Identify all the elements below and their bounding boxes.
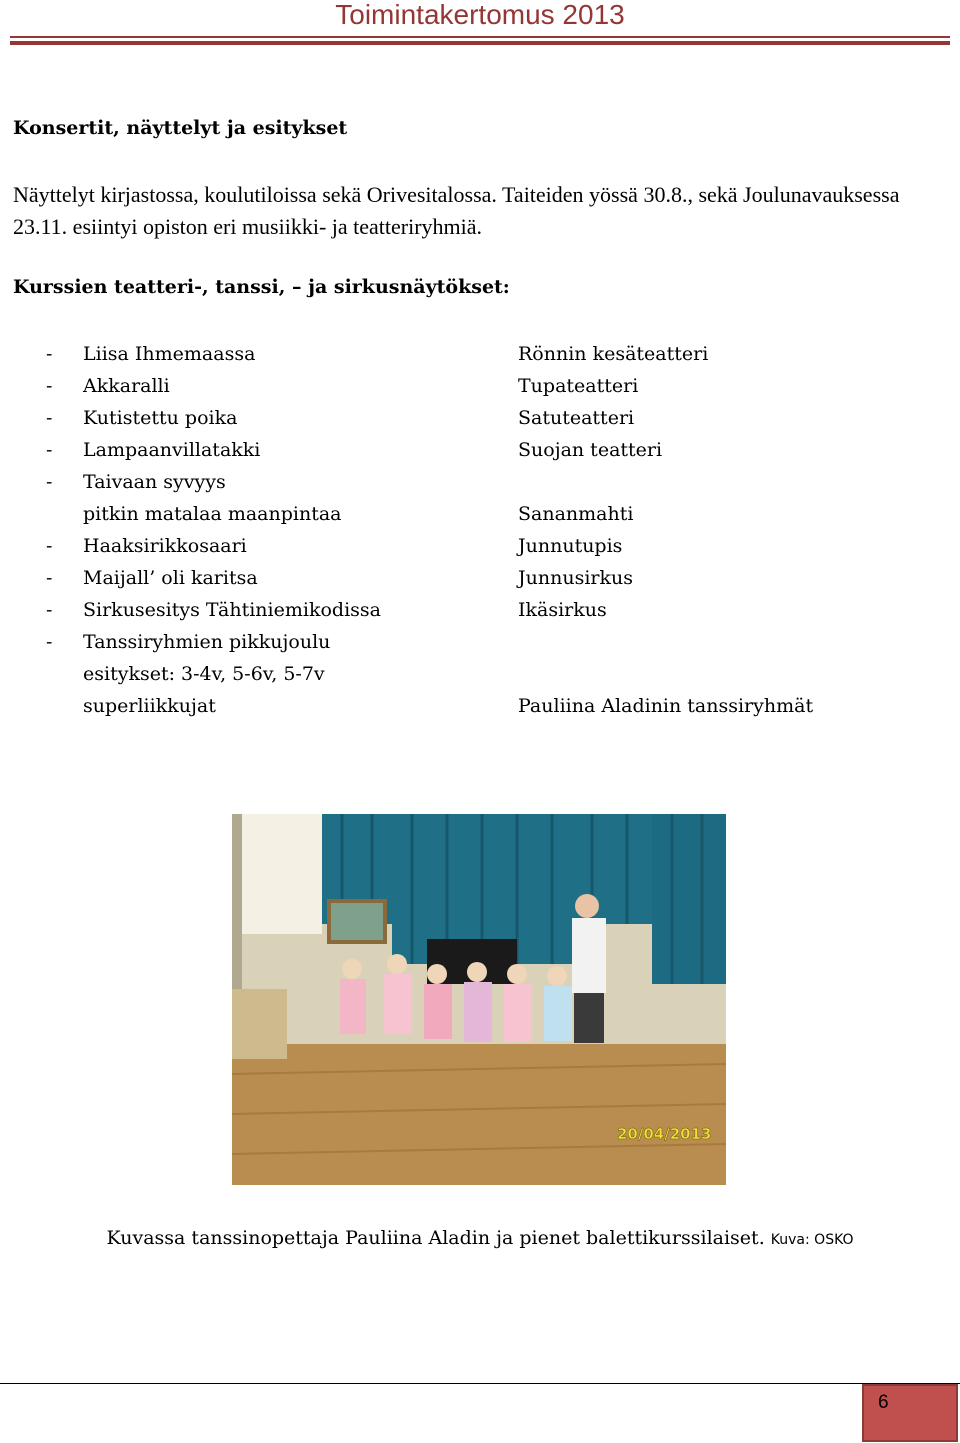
performance-title: Taivaan syvyys <box>83 471 226 493</box>
list-dash: - <box>46 599 53 621</box>
performance-title: esitykset: 3-4v, 5-6v, 5-7v <box>83 663 325 685</box>
list-dash: - <box>46 343 53 365</box>
list-item <box>0 658 960 690</box>
list-item <box>0 530 960 562</box>
list-dash: - <box>46 535 53 557</box>
performance-group: Sananmahti <box>518 503 634 525</box>
page-number-box <box>862 1384 958 1442</box>
photo-date-stamp: 20/04/2013 <box>617 1125 712 1143</box>
performance-title: Sirkusesitys Tähtiniemikodissa <box>83 599 381 621</box>
dance-class-photo <box>232 814 726 1185</box>
header-rule-thick <box>10 41 950 45</box>
performance-title: superliikkujat <box>83 695 216 717</box>
list-item <box>0 594 960 626</box>
header-rule-thin <box>10 36 950 38</box>
performance-group: Rönnin kesäteatteri <box>518 343 709 365</box>
list-dash: - <box>46 631 53 653</box>
page-header-title: Toimintakertomus 2013 <box>335 0 625 30</box>
list-dash: - <box>46 471 53 493</box>
list-dash: - <box>46 439 53 461</box>
performance-group: Junnutupis <box>518 535 623 557</box>
performance-group: Satuteatteri <box>518 407 635 429</box>
list-item <box>0 466 960 498</box>
performance-title: Lampaanvillatakki <box>83 439 261 461</box>
performance-title: Kutistettu poika <box>83 407 238 429</box>
performance-group: Pauliina Aladinin tanssiryhmät <box>518 695 814 717</box>
section-heading: Konsertit, näyttelyt ja esitykset <box>13 117 348 139</box>
page-number: 6 <box>878 1392 889 1413</box>
performance-title: Liisa Ihmemaassa <box>83 343 256 365</box>
list-item <box>0 434 960 466</box>
caption-text: Kuvassa tanssinopettaja Pauliina Aladin ja pienet balettikurssilaiset. <box>106 1227 765 1249</box>
performance-list <box>0 338 960 722</box>
list-item <box>0 338 960 370</box>
performance-group: Ikäsirkus <box>518 599 607 621</box>
performance-group: Junnusirkus <box>518 567 633 589</box>
list-item <box>0 370 960 402</box>
performance-title: Haaksirikkosaari <box>83 535 247 557</box>
list-item <box>0 562 960 594</box>
caption-credit: Kuva: OSKO <box>770 1232 854 1248</box>
performance-group: Tupateatteri <box>518 375 639 397</box>
list-item <box>0 626 960 658</box>
photo-caption <box>0 1225 960 1253</box>
list-item <box>0 498 960 530</box>
list-dash: - <box>46 567 53 589</box>
performances-subheading: Kurssien teatteri-, tanssi, – ja sirkusnäytökset: <box>13 276 510 298</box>
performance-title: pitkin matalaa maanpintaa <box>83 503 342 525</box>
performance-group: Suojan teatteri <box>518 439 663 461</box>
list-item <box>0 690 960 722</box>
performance-title: Tanssiryhmien pikkujoulu <box>83 631 331 653</box>
list-dash: - <box>46 407 53 429</box>
list-item <box>0 402 960 434</box>
section-paragraph: Näyttelyt kirjastossa, koulutiloissa sekä Orivesitalossa. Taiteiden yössä 30.8., sekä Joulunavauksessa 23.11. esiintyi opiston eri musiikki- ja teatteriryhmiä. <box>13 182 900 239</box>
list-dash: - <box>46 375 53 397</box>
footer-rule <box>0 1383 960 1384</box>
performance-title: Akkaralli <box>83 375 170 397</box>
performance-title: Maijall’ oli karitsa <box>83 567 258 589</box>
